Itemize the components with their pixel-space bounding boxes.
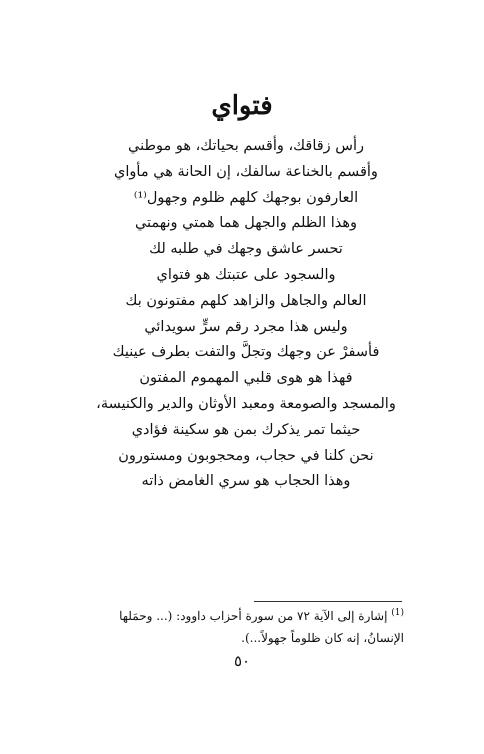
footnote-text: إشارة إلى الآية ٧٢ من سورة أحزاب داوود: (... وحمَلها الإنسانُ، إنه كان ظلوماً جهولاً...).: [119, 609, 404, 645]
poem-line: حيثما تمر يذكرك بمن هو سكينة فؤادي: [131, 421, 361, 438]
poem-line: تحسر عاشق وجهك في طلبه لك: [149, 241, 343, 258]
footnote-marker: (1): [391, 608, 404, 618]
poem-line: فهذا هو هوى قلبي المهموم المفتون: [139, 370, 353, 387]
poem-line: وأقسم بالخناعة سالفك، إن الحانة هي مأواي: [114, 163, 378, 180]
poem-line: وليس هذا مجرد رقم سرٍّ سويدائي: [144, 318, 348, 335]
poem-line: وهذا الظلم والجهل هما همتي ونهمتي: [134, 215, 358, 232]
footnote-divider: [254, 601, 402, 602]
poem-line: العارفون بوجهك كلهم ظلوم وجهول⁽¹⁾: [133, 189, 359, 206]
page-number: ٥٠: [233, 652, 251, 670]
poem-line: نحن كلنا في حجاب، ومحجوبون ومستورون: [118, 447, 374, 464]
poem-line: رأس زقاقك، وأقسم بحياتك، هو موطني: [127, 138, 365, 154]
poem-line: فأسفرْ عن وجهك وتجلَّ والتفت بطرف عينيك: [112, 344, 380, 361]
poem-line: والمسجد والصومعة ومعبد الأوثان والدير والكنيسة،: [96, 395, 396, 412]
poem-line: العالم والجاهل والزاهد كلهم مفتونون بك: [125, 292, 367, 309]
footnote: [86, 605, 404, 649]
poem-body: [88, 134, 404, 495]
poem-line: والسجود على عتبتك هو فتواي: [156, 266, 336, 283]
poem-line: وهذا الحجاب هو سري الغامض ذاته: [141, 473, 351, 490]
poem-title: فتواي: [211, 91, 273, 121]
